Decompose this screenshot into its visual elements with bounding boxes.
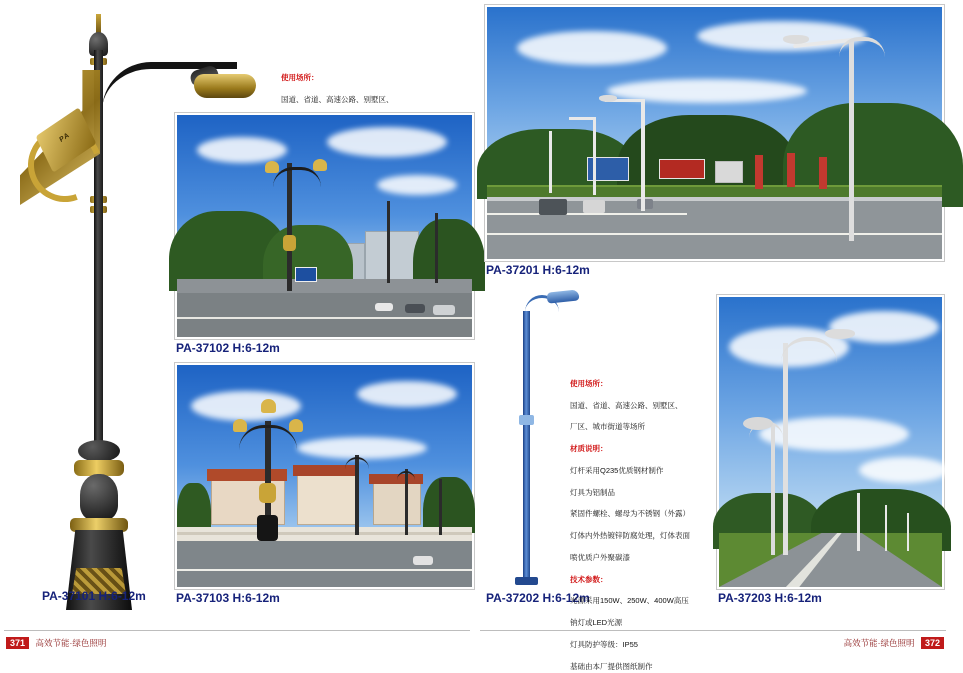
page-footer-left [6, 637, 110, 649]
pole-base [62, 440, 136, 605]
tech-line-2: 钠灯或LED光源 [570, 618, 623, 628]
finial-spike [96, 14, 101, 34]
caption-pa-37103: PA-37103 H:6-12m [176, 591, 280, 605]
usage-note-1-heading: 使用场所： [281, 72, 319, 82]
tech-heading: 技术参数： [570, 574, 608, 584]
tech-line-3: 灯具防护等级：IP55 [570, 639, 638, 649]
footer-rule-left [4, 630, 470, 631]
material-line-4: 灯体内外热镀锌防腐处理，灯体表面 [570, 531, 690, 541]
caption-pa-37101: PA-37101 H:6-12m [42, 589, 146, 603]
caption-pa-37201: PA-37201 H:6-12m [486, 263, 590, 277]
footer-rule-right [480, 630, 946, 631]
product-photo-pa-37201 [485, 5, 944, 261]
page-number-right: 372 [921, 637, 944, 649]
page-footer-right [840, 637, 944, 649]
usage-note-2-line-1: 国道、省道、高速公路、别墅区、 [570, 400, 683, 410]
caption-pa-37102: PA-37102 H:6-12m [176, 341, 280, 355]
usage-note-2-line-2: 厂区、城市街道等场所 [570, 422, 645, 432]
usage-note-2-heading: 使用场所： [570, 378, 608, 388]
usage-note-1-line-1: 国道、省道、高速公路、别墅区、 [281, 94, 394, 104]
product-photo-pa-37103 [175, 363, 474, 589]
material-line-1: 灯杆采用Q235优质钢材制作 [570, 465, 664, 475]
material-line-3: 紧固件螺栓、螺母为不锈钢（外露） [570, 509, 690, 519]
bracket-plate-text: PA [58, 131, 72, 145]
caption-pa-37202: PA-37202 H:6-12m [486, 591, 590, 605]
spec-note-2 [570, 368, 720, 673]
product-image-pa-37101 [10, 10, 180, 595]
lamp-head [194, 74, 256, 98]
tech-line-4: 基础由本厂提供图纸制作 [570, 661, 653, 671]
material-line-2: 灯具为铝制品 [570, 487, 615, 497]
product-photo-pa-37203 [717, 295, 944, 589]
product-photo-pa-37102 [175, 113, 474, 339]
page-number-left: 371 [6, 637, 29, 649]
material-line-5: 喷优质户外聚碳漆 [570, 552, 630, 562]
caption-pa-37203: PA-37203 H:6-12m [718, 591, 822, 605]
tech-line-1: 光源采用150W、250W、400W高压 [570, 596, 689, 606]
material-heading: 材质说明： [570, 444, 608, 454]
footer-text-right: 高效节能·绿色照明 [843, 638, 915, 648]
footer-text-left: 高效节能·绿色照明 [35, 638, 107, 648]
